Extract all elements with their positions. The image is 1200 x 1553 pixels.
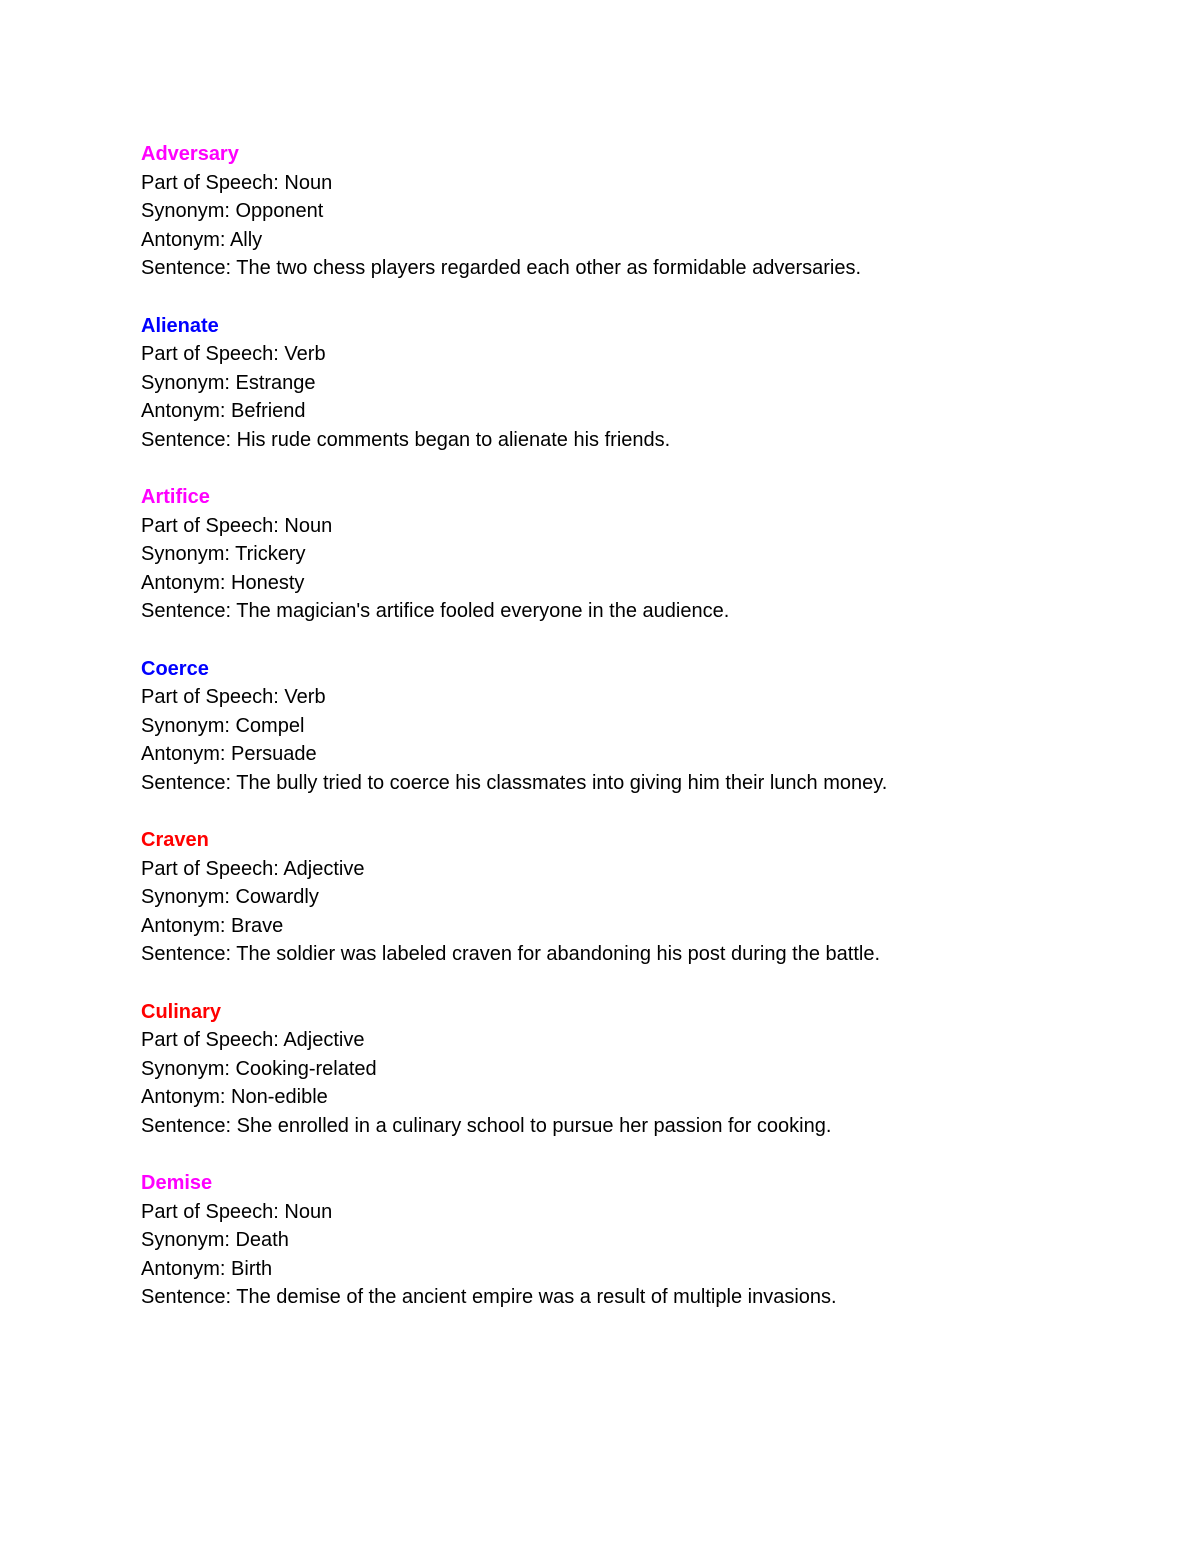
sentence-value: She enrolled in a culinary school to pursue her passion for cooking. <box>236 1114 832 1137</box>
sentence-line <box>141 597 1101 626</box>
synonym-line <box>141 712 1101 741</box>
antonym-label: Antonym: <box>141 400 232 422</box>
pos-label: Part of Speech: <box>141 1200 285 1223</box>
antonym-value: Non-edible <box>231 1086 328 1108</box>
vocab-word: Artifice <box>141 486 210 508</box>
vocab-word: Adversary <box>141 143 239 165</box>
synonym-line <box>141 540 1101 569</box>
pos-value: Noun <box>284 514 333 537</box>
antonym-line <box>141 1255 1101 1284</box>
sentence-value: The soldier was labeled craven for abandoning his post during the battle. <box>236 943 881 965</box>
sentence-label: Sentence: <box>141 771 237 794</box>
synonym-label: Synonym: <box>141 1229 236 1251</box>
synonym-label: Synonym: <box>141 714 236 737</box>
vocab-entry-craven <box>141 826 1101 969</box>
antonym-label: Antonym: <box>141 914 232 937</box>
antonym-value: Brave <box>231 914 284 937</box>
vocab-entry-alienate <box>141 312 1101 455</box>
sentence-label: Sentence: <box>141 1114 237 1137</box>
antonym-label: Antonym: <box>141 1086 232 1108</box>
sentence-line <box>141 254 1101 283</box>
antonym-label: Antonym: <box>141 1257 232 1280</box>
sentence-line <box>141 426 1101 455</box>
part-of-speech-line <box>141 340 1101 369</box>
part-of-speech-line <box>141 512 1101 541</box>
vocab-word: Craven <box>141 829 209 851</box>
synonym-label: Synonym: <box>141 200 236 222</box>
vocab-word: Alienate <box>141 314 219 337</box>
pos-label: Part of Speech: <box>141 857 284 880</box>
synonym-line <box>141 883 1101 912</box>
vocab-entry-coerce <box>141 655 1101 798</box>
synonym-line <box>141 197 1101 226</box>
antonym-value: Ally <box>229 228 263 251</box>
sentence-value: The two chess players regarded each other as formidable adversaries. <box>236 257 862 279</box>
sentence-value: The demise of the ancient empire was a result of multiple invasions. <box>236 1286 837 1308</box>
synonym-value: Cooking-related <box>235 1057 377 1080</box>
synonym-value: Opponent <box>235 200 324 222</box>
synonym-line <box>141 369 1101 398</box>
sentence-line <box>141 1112 1101 1141</box>
antonym-line <box>141 912 1101 941</box>
antonym-value: Persuade <box>231 743 317 765</box>
pos-label: Part of Speech: <box>141 686 285 708</box>
part-of-speech-line <box>141 1198 1101 1227</box>
pos-label: Part of Speech: <box>141 343 285 365</box>
antonym-label: Antonym: <box>141 228 230 251</box>
sentence-value: His rude comments began to alienate his friends. <box>236 428 671 451</box>
synonym-label: Synonym: <box>141 371 236 394</box>
antonym-label: Antonym: <box>141 571 232 594</box>
antonym-label: Antonym: <box>141 743 232 765</box>
antonym-value: Befriend <box>231 400 306 422</box>
synonym-label: Synonym: <box>141 543 236 565</box>
sentence-line <box>141 1283 1101 1312</box>
antonym-value: Honesty <box>231 571 305 594</box>
synonym-value: Estrange <box>235 371 316 394</box>
antonym-line <box>141 1083 1101 1112</box>
sentence-line <box>141 769 1101 798</box>
pos-value: Adjective <box>283 1029 365 1051</box>
pos-label: Part of Speech: <box>141 1029 284 1051</box>
synonym-value: Compel <box>235 714 305 737</box>
pos-value: Verb <box>284 343 326 365</box>
part-of-speech-line <box>141 169 1101 198</box>
antonym-line <box>141 397 1101 426</box>
antonym-value: Birth <box>231 1257 273 1280</box>
sentence-label: Sentence: <box>141 943 237 965</box>
pos-value: Adjective <box>283 857 365 880</box>
part-of-speech-line <box>141 1026 1101 1055</box>
pos-label: Part of Speech: <box>141 514 285 537</box>
vocabulary-list <box>141 140 1101 1341</box>
synonym-value: Death <box>235 1229 289 1251</box>
sentence-line <box>141 940 1101 969</box>
synonym-line <box>141 1226 1101 1255</box>
sentence-label: Sentence: <box>141 1286 237 1308</box>
sentence-value: The bully tried to coerce his classmates into giving him their lunch money. <box>236 771 888 794</box>
vocab-word: Culinary <box>141 1000 222 1023</box>
antonym-line <box>141 569 1101 598</box>
pos-value: Noun <box>284 171 333 194</box>
vocab-entry-culinary <box>141 998 1101 1141</box>
synonym-value: Trickery <box>235 543 306 565</box>
sentence-label: Sentence: <box>141 428 237 451</box>
vocab-entry-demise <box>141 1169 1101 1312</box>
sentence-label: Sentence: <box>141 257 237 279</box>
vocab-entry-adversary <box>141 140 1101 283</box>
synonym-line <box>141 1055 1101 1084</box>
antonym-line <box>141 740 1101 769</box>
vocab-word: Coerce <box>141 657 209 680</box>
part-of-speech-line <box>141 855 1101 884</box>
synonym-label: Synonym: <box>141 886 236 908</box>
sentence-label: Sentence: <box>141 600 237 622</box>
sentence-value: The magician's artifice fooled everyone in the audience. <box>236 600 730 622</box>
synonym-value: Cowardly <box>235 886 319 908</box>
antonym-line <box>141 226 1101 255</box>
pos-label: Part of Speech: <box>141 171 285 194</box>
pos-value: Noun <box>284 1200 333 1223</box>
synonym-label: Synonym: <box>141 1057 236 1080</box>
part-of-speech-line <box>141 683 1101 712</box>
vocab-entry-artifice <box>141 483 1101 626</box>
vocab-word: Demise <box>141 1172 213 1194</box>
pos-value: Verb <box>284 686 326 708</box>
